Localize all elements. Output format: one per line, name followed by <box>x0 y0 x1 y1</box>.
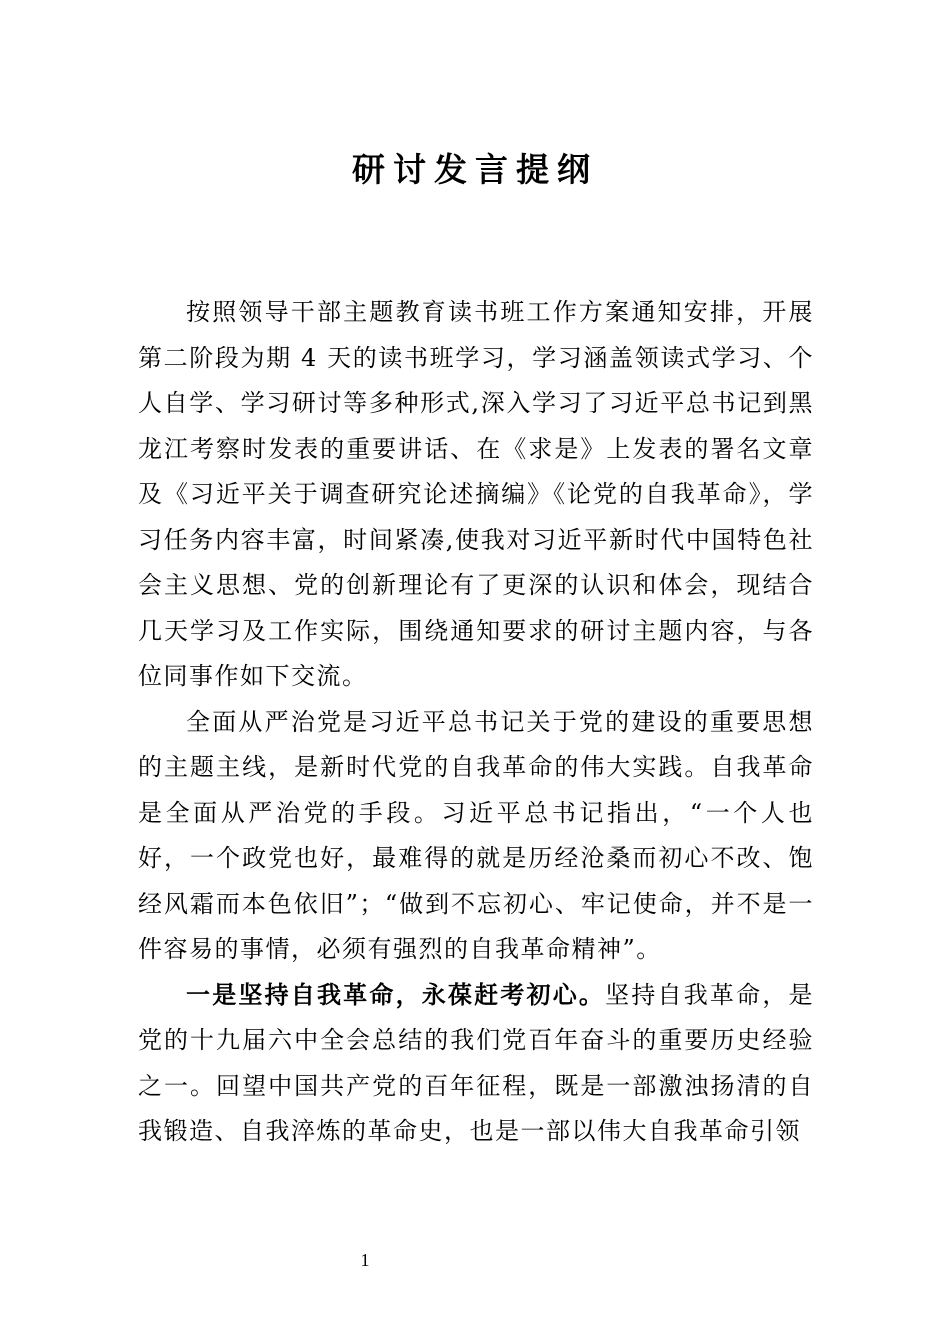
paragraph-intro: 按照领导干部主题教育读书班工作方案通知安排，开展第二阶段为期 4 天的读书班学习，学习涵盖领读式学习、个人自学、学习研讨等多种形式,深入学习了习近平总书记到黑龙江考察时发表的重要讲话、在《求是》上发表的署名文章及《习近平关于调查研究论述摘编》《论党的自我革命》，学习任务内容丰富，时间紧凑,使我对习近平新时代中国特色社会主义思想、党的创新理论有了更深的认识和体会，现结合几天学习及工作实际，围绕通知要求的研讨主题内容，与各位同事作如下交流。 <box>138 298 814 690</box>
document-body <box>138 290 814 1155</box>
point-one-heading: 一是坚持自我革命，永葆赶考初心。 <box>186 980 606 1009</box>
paragraph-self-revolution: 全面从严治党是习近平总书记关于党的建设的重要思想的主题主线，是新时代党的自我革命的伟大实践。自我革命是全面从严治党的手段。习近平总书记指出，“一个人也好，一个政党也好，最难得的就是历经沧桑而初心不改、饱经风霜而本色依旧”；“做到不忘初心、牢记使命，并不是一件容易的事情，必须有强烈的自我革命精神”。 <box>138 707 814 963</box>
page-number: 1 <box>360 1250 370 1270</box>
point-one-text: 坚持自我革命，是党的十九届六中全会总结的我们党百年奋斗的重要历史经验之一。回望中国共产党的百年征程，既是一部激浊扬清的自我锻造、自我淬炼的革命史，也是一部以伟大自我革命引领 <box>138 980 815 1145</box>
paragraph-point-one <box>138 973 814 1155</box>
page-title: 研讨发言提纲 <box>352 150 598 189</box>
